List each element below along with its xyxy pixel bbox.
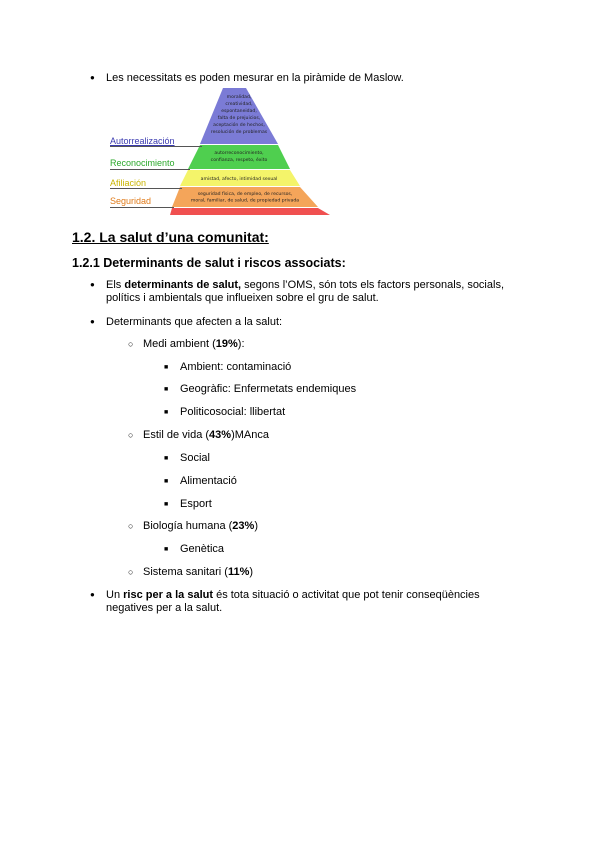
subsection-title: 1.2.1 Determinants de salut i riscos associats: — [72, 256, 346, 270]
bullet-square — [164, 360, 168, 375]
text: Medi ambient ( — [143, 338, 216, 350]
bold-term: risc per a la salut — [123, 589, 214, 601]
bullet-square — [164, 405, 168, 420]
level-line — [110, 207, 174, 208]
bold-term: determinants de salut, — [124, 279, 242, 291]
text: és tota situació o activitat que pot tenir conseqüències — [213, 589, 480, 601]
percent: 19% — [215, 338, 238, 350]
pyramid-level-text: aceptación de hechos, — [213, 123, 265, 128]
bullet-dot — [90, 588, 95, 602]
text: ) — [249, 566, 254, 578]
bullet-square — [164, 474, 168, 489]
text: Estil de vida ( — [143, 429, 210, 441]
item-medi-ambient — [143, 337, 245, 351]
level-line — [110, 188, 182, 189]
item-ambient: Ambient: contaminació — [180, 361, 292, 373]
item-genetica: Genètica — [180, 543, 225, 555]
item-esport: Esport — [180, 498, 212, 510]
item-sistema-sanitari — [143, 565, 253, 579]
pyramid-level-text: moral, familiar, de salud, de propiedad privada — [190, 198, 300, 204]
pyramid-level-text: autorreconocimiento, — [214, 151, 264, 156]
pyramid-level-reconocimiento — [188, 145, 290, 169]
bullet-dot — [90, 71, 95, 85]
bullet-circle — [128, 337, 133, 352]
bullet-square — [164, 542, 168, 557]
bullet-circle — [128, 565, 133, 580]
intro-text: Les necessitats es poden mesurar en la piràmide de Maslow. — [106, 72, 404, 84]
bullet-circle — [128, 519, 133, 534]
bullet-square — [164, 382, 168, 397]
pyramid-level-text: espontaneidad, — [221, 109, 257, 114]
text: Biología humana ( — [143, 520, 233, 532]
pyramid-level-text: moralidad, — [226, 95, 252, 100]
percent: 23% — [232, 520, 255, 532]
percent: 11% — [227, 566, 250, 578]
bullet-square — [164, 497, 168, 512]
pyramid-level-seguridad — [172, 187, 318, 207]
level-label-seguridad: Seguridad — [110, 196, 152, 206]
risc-definition-line2: negatives per a la salut. — [106, 602, 223, 614]
text: ): — [237, 338, 245, 350]
maslow-pyramid — [108, 88, 330, 216]
bullet-square — [164, 451, 168, 466]
pyramid-level-text: amistad, afecto, intimidad sexual — [200, 177, 278, 182]
pyramid-level-text: confianza, respeto, éxito — [210, 158, 268, 163]
bullet-circle — [128, 428, 133, 443]
text: )MAnca — [231, 429, 269, 441]
text: Els — [106, 279, 125, 291]
bullet-dot — [90, 278, 95, 292]
pyramid-level-text: resolución de problemas — [210, 130, 268, 135]
item-estil-de-vida — [143, 428, 269, 442]
determinants-list-intro: Determinants que afecten a la salut: — [106, 316, 283, 328]
item-biologia-humana — [143, 519, 258, 533]
text: Un — [106, 589, 124, 601]
pyramid-level-text: creatividad, — [225, 102, 253, 107]
level-line — [110, 169, 190, 170]
pyramid-level-text: seguridad física, de empleo, de recursos, — [197, 192, 293, 197]
text: Sistema sanitari ( — [143, 566, 228, 578]
pyramid-level-text: falta de prejuicios, — [217, 116, 261, 121]
text: ) — [254, 520, 258, 532]
level-label-reconocimiento: Reconocimiento — [110, 158, 175, 168]
determinants-definition — [106, 278, 504, 292]
text: segons l’OMS, són tots els factors personals, socials, — [241, 279, 504, 291]
level-label-autorrealizacion: Autorrealización — [110, 136, 175, 146]
bullet-dot — [90, 315, 95, 329]
level-label-afiliacion: Afiliación — [110, 178, 147, 188]
risc-definition — [106, 588, 480, 602]
item-politicosocial: Politicosocial: llibertat — [180, 406, 286, 418]
item-alimentacio: Alimentació — [180, 475, 237, 487]
percent: 43% — [209, 429, 232, 441]
level-line — [110, 146, 202, 147]
section-title: 1.2. La salut d’una comunitat: — [72, 229, 269, 245]
item-social: Social — [180, 452, 210, 464]
determinants-definition-line2: polítics i ambientals que influeixen sobre el gru de salut. — [106, 292, 379, 304]
item-geografic: Geogràfic: Enfermetats endemiques — [180, 383, 357, 395]
pyramid-level-fisiologia — [170, 208, 330, 215]
